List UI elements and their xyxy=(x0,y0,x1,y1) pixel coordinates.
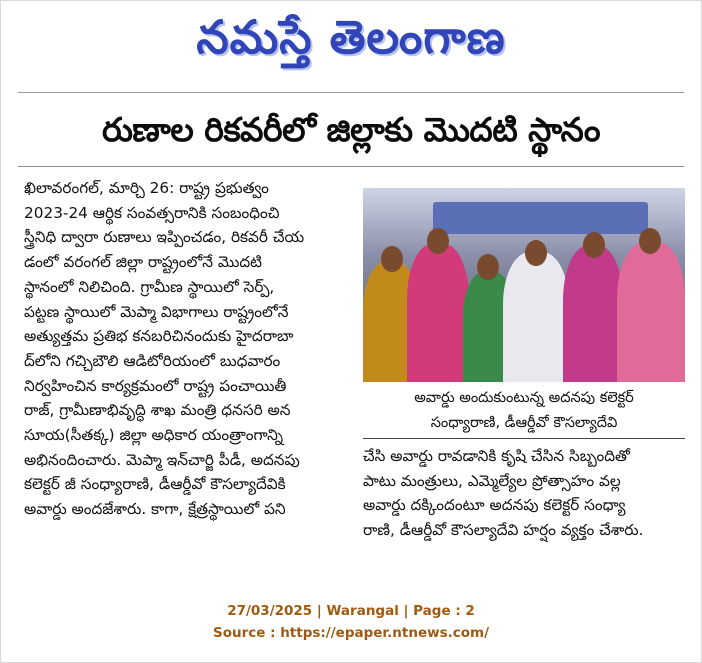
article-line: సూయ(సీతక్క) జిల్లా అధికార యంత్రాంగాన్ని xyxy=(24,426,284,445)
stage-banner xyxy=(433,202,648,234)
article-line: రాణి, డీఆర్డీవో కౌసల్యాదేవి హర్షం వ్యక్తం చేశారు. xyxy=(363,521,644,540)
person-head xyxy=(525,240,547,266)
person-head xyxy=(639,228,661,254)
person-figure xyxy=(503,252,569,382)
article-line: పట్టణ స్థాయిలో మెప్మా విభాగాలు రాష్ట్రంలోనే xyxy=(24,302,289,321)
article-line: అత్యుత్తమ ప్రతిభ కనబరిచినందుకు హైదరాబా xyxy=(24,327,294,346)
news-photo xyxy=(363,188,685,382)
article-line: అవార్డు అందజేశారు. కాగా, క్షేత్రస్థాయిలో పని xyxy=(24,500,286,519)
article-column-left xyxy=(24,176,354,522)
person-head xyxy=(427,228,449,254)
article-line: స్థానంలో నిలిచింది. గ్రామీణ స్థాయిలో సెర్ప్, xyxy=(24,277,275,296)
article-column-right xyxy=(363,444,689,543)
article-line: నిర్వహించిన కార్యక్రమంలో రాష్ట్ర పంచాయితీ xyxy=(24,376,287,395)
caption-line: సంధ్యారాణి, డీఆర్డీవో కౌసల్యాదేవి xyxy=(430,415,618,431)
footer xyxy=(0,600,702,644)
article-line: పాటు మంత్రులు, ఎమ్మెల్యేల ప్రోత్సాహం వల్ల xyxy=(363,471,621,490)
divider-headline xyxy=(18,166,684,167)
footer-date-line: 27/03/2025 | Warangal | Page : 2 xyxy=(227,603,475,619)
article-line: స్త్రీనిధి ద్వారా రుణాలు ఇప్పించడం, రికవరీ చేయ xyxy=(24,228,305,247)
person-figure xyxy=(617,242,685,382)
divider-top xyxy=(18,92,684,93)
newspaper-title: నమస్తే తెలంగాణ xyxy=(196,10,506,64)
masthead xyxy=(0,4,702,70)
person-figure xyxy=(407,244,469,382)
article-line: ఖిలావరంగల్, మార్చి 26: రాష్ట్ర ప్రభుత్వం xyxy=(24,179,269,197)
headline-text: రుణాల రికవరీలో జిల్లాకు మొదటి స్థానం xyxy=(101,110,601,149)
article-line: అభినందించారు. మెప్మా ఇన్‌చార్జి పీడీ, అదనపు xyxy=(24,450,300,469)
article-line: డంలో వరంగల్ జిల్లా రాష్ట్రంలోనే మొదటి xyxy=(24,253,262,272)
person-figure xyxy=(563,246,623,382)
headline xyxy=(18,100,684,160)
person-head xyxy=(381,246,403,272)
person-head xyxy=(477,254,499,280)
photo-caption xyxy=(363,386,685,439)
article-line: కలెక్టర్ జీ సంధ్యారాణి, డీఆర్డీవో కౌసల్యాదేవికి xyxy=(24,475,286,494)
article-line: ద్‌లోని గచ్చిబౌలి ఆడిటోరియంలో బుధవారం xyxy=(24,351,281,370)
article-line: 2023-24 ఆర్థిక సంవత్సరానికి సంబంధించి xyxy=(24,203,280,222)
caption-line: అవార్డు అందుకుంటున్న అదనపు కలెక్టర్ xyxy=(414,390,634,406)
article-line: అవార్డు దక్కిందంటూ అదనపు కలెక్టర్ సంధ్యా xyxy=(363,496,626,515)
article-line: రాజ్, గ్రామీణాభివృద్ధి శాఖ మంత్రి ధనసరి అన xyxy=(24,401,291,420)
footer-source-line: Source : https://epaper.ntnews.com/ xyxy=(212,625,490,641)
article-line: చేసి అవార్డు రావడానికి కృషి చేసిన సిబ్బందితో xyxy=(363,447,630,465)
person-head xyxy=(583,232,605,258)
